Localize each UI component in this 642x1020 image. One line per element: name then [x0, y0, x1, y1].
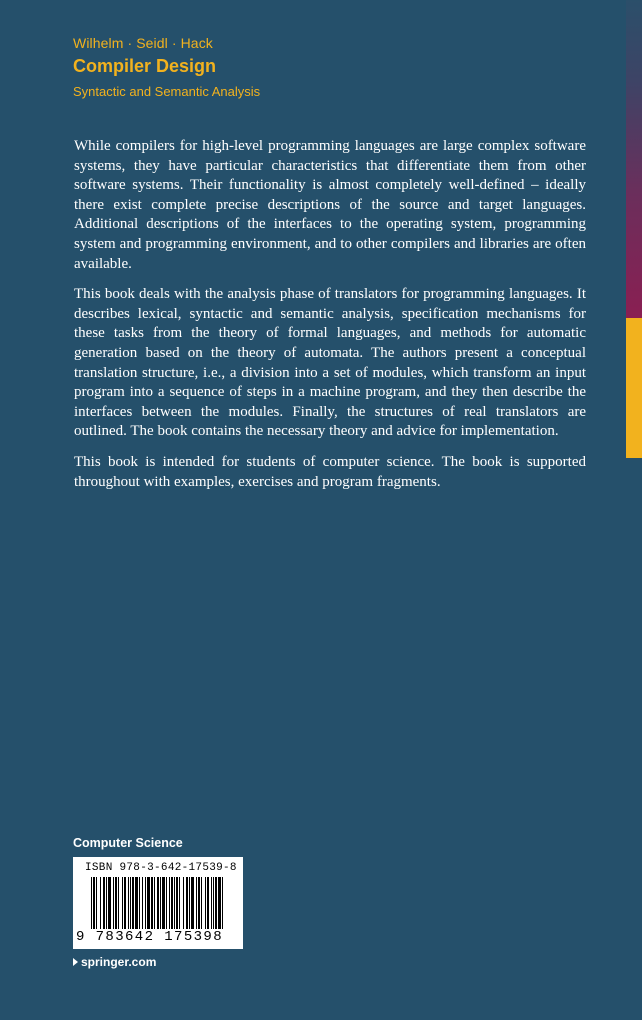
barcode-bar: [147, 877, 150, 929]
barcode-bar: [142, 877, 143, 929]
barcode-bar: [91, 877, 92, 929]
barcode-bar: [135, 877, 138, 929]
barcode-bar: [176, 877, 178, 929]
barcode-bar: [130, 877, 131, 929]
barcode-bar: [196, 877, 197, 929]
barcode-bar: [183, 877, 184, 929]
barcode-bar: [106, 877, 107, 929]
barcode-bar: [205, 877, 206, 929]
yellow-edge-stripe: [626, 318, 642, 458]
barcode-bars: [91, 877, 225, 929]
barcode-bar: [93, 877, 95, 929]
barcode-bar: [189, 877, 190, 929]
barcode-bar: [201, 877, 202, 929]
barcode-bar: [113, 877, 114, 929]
barcode-bar: [207, 877, 209, 929]
barcode-bar: [213, 877, 214, 929]
isbn-barcode: [73, 857, 243, 949]
barcode-bar: [162, 877, 165, 929]
barcode-bar: [154, 877, 155, 929]
publisher-site: springer.com: [81, 955, 157, 969]
barcode-bar: [166, 877, 167, 929]
barcode-bar: [118, 877, 119, 929]
barcode-bar: [191, 877, 194, 929]
barcode-bar: [139, 877, 140, 929]
barcode-bar: [179, 877, 180, 929]
blurb-paragraph-2: This book deals with the analysis phase of translators for programming languages. It describes lexical, syntactic and semantic analysis, specification mechanisms for these tasks from the theory of formal languages, and methods for automatic generation based on the theory of automata. The authors present a conceptual translation structure, i.e., a division into a set of modules, which transform an input program into a sequence of steps in a machine program, and they then describe the interfaces between the modules. Finally, the structures of real translators are outlined. The book contains the necessary theory and advice for implementation.: [74, 286, 586, 440]
blurb: [74, 137, 586, 503]
publisher-link[interactable]: [73, 955, 156, 969]
magenta-edge-stripe: [626, 0, 642, 318]
category-label: Computer Science: [73, 836, 183, 850]
barcode-bar: [211, 877, 212, 929]
barcode-bar: [160, 877, 161, 929]
book-title: Compiler Design: [73, 56, 217, 76]
barcode-bar: [122, 877, 123, 929]
barcode-bar: [198, 877, 200, 929]
barcode-bar: [169, 877, 170, 929]
barcode-bar: [132, 877, 134, 929]
barcode-bar: [186, 877, 188, 929]
blurb-paragraph-1: While compilers for high-level programming languages are large complex software systems, they have particular characteristics that differentiate them from other software systems. Their functionality is almost completely well-defined – ideally there exist complete precise descriptions of the source and target languages. Additional descriptions of the interfaces to the operating system, programming system and programming environment, and to other compilers and libraries are often available.: [74, 138, 586, 272]
book-subtitle: Syntactic and Semantic Analysis: [73, 84, 261, 99]
barcode-digits: 9 783642 175398: [76, 929, 224, 945]
barcode-bar: [157, 877, 159, 929]
barcode-bar: [171, 877, 173, 929]
barcode-bar: [115, 877, 117, 929]
barcode-bar: [103, 877, 105, 929]
authors: Wilhelm · Seidl · Hack: [73, 35, 213, 51]
barcode-bar: [222, 877, 223, 929]
barcode-bar: [96, 877, 97, 929]
blurb-paragraph-3: This book is intended for students of computer science. The book is supported throughout with examples, exercises and program fragments.: [74, 453, 586, 490]
barcode-bar: [124, 877, 126, 929]
barcode-bar: [151, 877, 153, 929]
isbn-label: ISBN 978-3-642-17539-8: [85, 862, 237, 874]
barcode-bar: [215, 877, 217, 929]
barcode-bar: [128, 877, 129, 929]
barcode-bar: [108, 877, 111, 929]
barcode-bar: [218, 877, 221, 929]
arrow-right-icon: [73, 958, 78, 966]
barcode-bar: [100, 877, 101, 929]
barcode-bar: [145, 877, 146, 929]
barcode-bar: [174, 877, 175, 929]
